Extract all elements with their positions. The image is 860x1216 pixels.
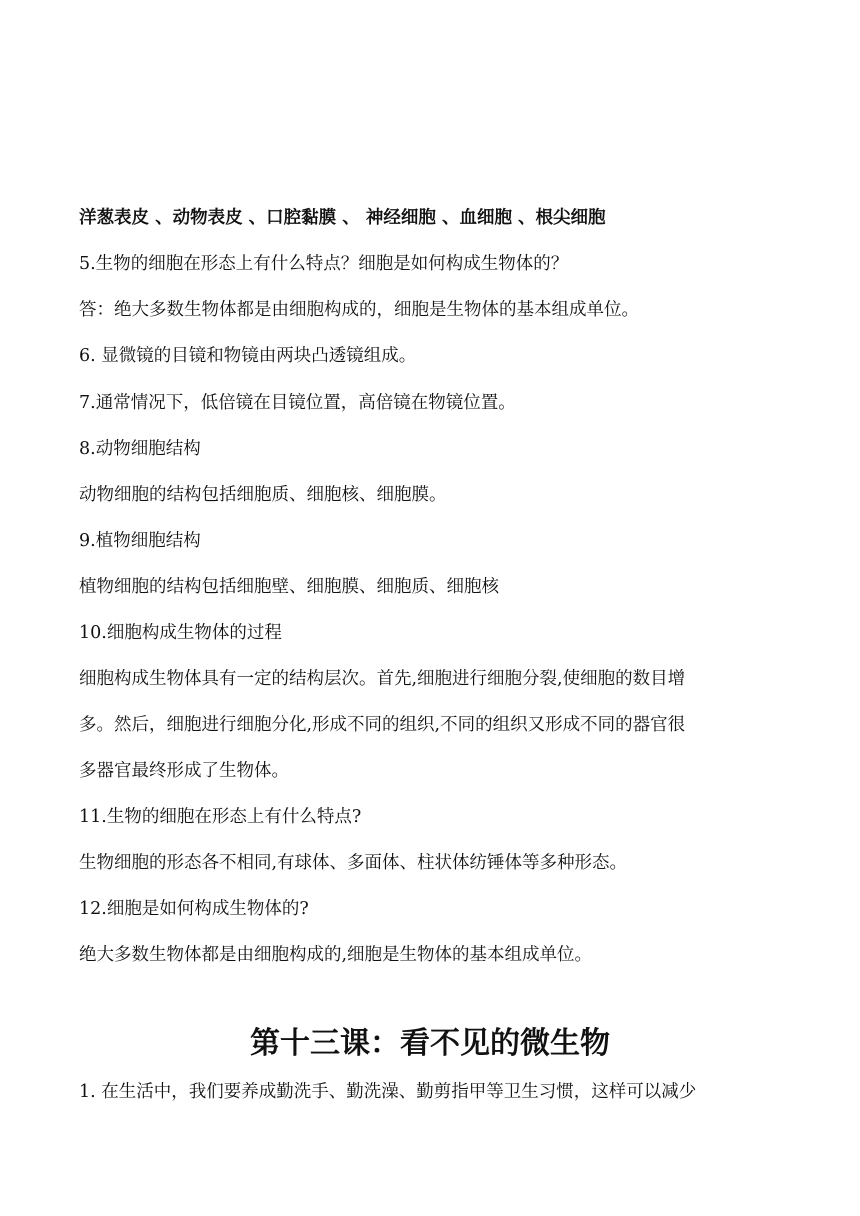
heading-9: 9.植物细胞结构 bbox=[79, 531, 201, 551]
text-12: 绝大多数生物体都是由细胞构成的,细胞是生物体的基本组成单位。 bbox=[79, 945, 593, 965]
heading-11: 11.生物的细胞在形态上有什么特点? bbox=[79, 807, 362, 827]
section-title: 第十三课：看不见的微生物 bbox=[250, 1026, 610, 1061]
heading-8: 8.动物细胞结构 bbox=[79, 439, 201, 459]
text-9: 植物细胞的结构包括细胞壁、细胞膜、细胞质、细胞核 bbox=[79, 577, 499, 597]
heading-10: 10.细胞构成生物体的过程 bbox=[79, 623, 282, 643]
answer-5: 答：绝大多数生物体都是由细胞构成的，细胞是生物体的基本组成单位。 bbox=[79, 300, 639, 320]
cell-examples-line: 洋葱表皮 、动物表皮 、口腔黏膜 、 神经细胞 、血细胞 、根尖细胞 bbox=[79, 208, 606, 228]
item-6: 6. 显微镜的目镜和物镜由两块凸透镜组成。 bbox=[79, 346, 417, 366]
text-11: 生物细胞的形态各不相同,有球体、多面体、柱状体纺锤体等多种形态。 bbox=[79, 853, 628, 873]
text-8: 动物细胞的结构包括细胞质、细胞核、细胞膜。 bbox=[79, 485, 447, 505]
heading-12: 12.细胞是如何构成生物体的? bbox=[79, 899, 309, 919]
lesson13-item-1: 1. 在生活中，我们要养成勤洗手、勤洗澡、勤剪指甲等卫生习惯，这样可以减少 bbox=[79, 1082, 697, 1102]
text-10-line-2: 多。然后，细胞进行细胞分化,形成不同的组织,不同的组织又形成不同的器官很 bbox=[79, 715, 686, 735]
item-7: 7.通常情况下，低倍镜在目镜位置，高倍镜在物镜位置。 bbox=[79, 393, 516, 413]
text-10-line-3: 多器官最终形成了生物体。 bbox=[79, 761, 289, 781]
question-5: 5.生物的细胞在形态上有什么特点？细胞是如何构成生物体的？ bbox=[79, 254, 569, 274]
text-10-line-1: 细胞构成生物体具有一定的结构层次。首先,细胞进行细胞分裂,使细胞的数目增 bbox=[79, 669, 686, 689]
